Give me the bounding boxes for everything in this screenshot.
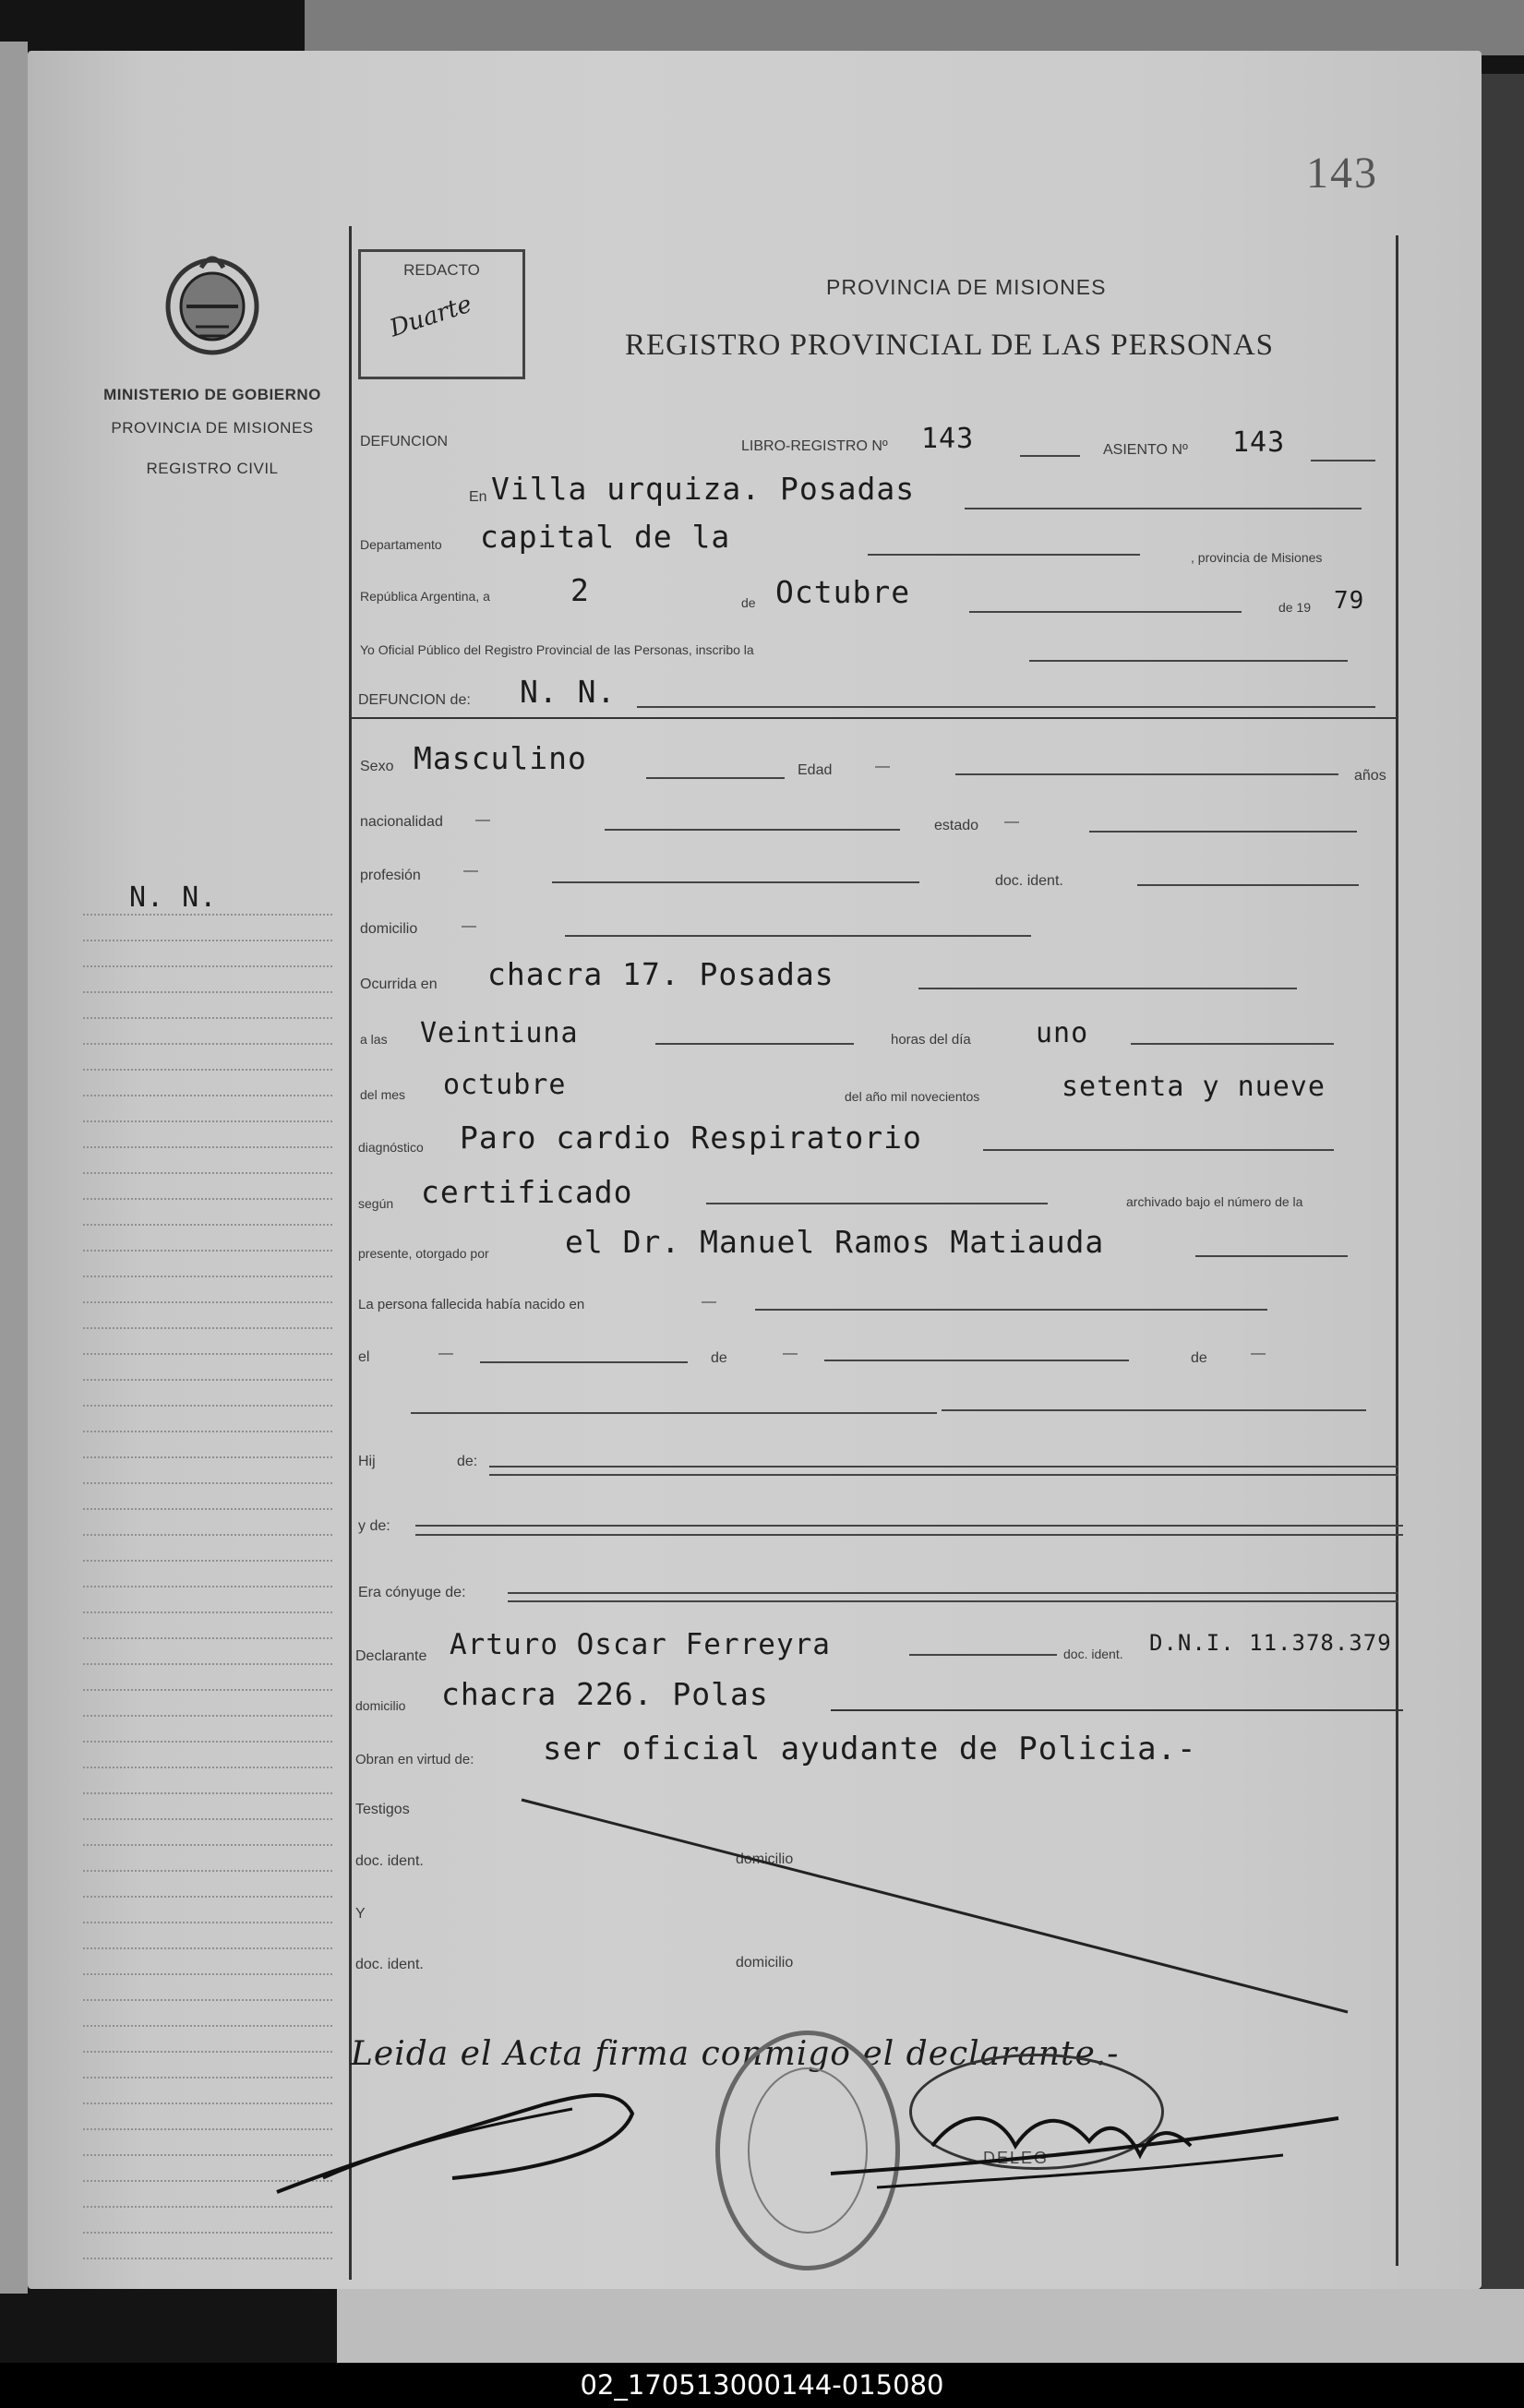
de19-label: de 19 <box>1278 600 1312 615</box>
del-anio-label: del año mil novecientos <box>845 1089 980 1104</box>
margin-ruled-line <box>83 991 332 994</box>
margin-ruled-line <box>83 1947 332 1950</box>
defuncion-de-value: N. N. <box>520 674 617 710</box>
margin-ruled-line <box>83 1922 332 1924</box>
edad-label: Edad <box>798 762 833 778</box>
domicilio3-label: domicilio <box>736 1955 794 1971</box>
mes-value: Octubre <box>775 574 911 610</box>
background-scrap-top <box>305 0 1524 55</box>
margin-ruled-line <box>83 1870 332 1873</box>
stamp-text: DELEG <box>983 2149 1050 2167</box>
de2-label: de <box>711 1350 727 1366</box>
a-las-label: a las <box>360 1032 388 1047</box>
background-scrap-right <box>1482 74 1524 2289</box>
obran-value: ser oficial ayudante de Policia.- <box>543 1731 1197 1767</box>
margin-ruled-line <box>83 1741 332 1743</box>
domicilio-label: domicilio <box>360 921 418 937</box>
republica-label: República Argentina, a <box>360 589 490 604</box>
nacionalidad-label: nacionalidad <box>360 814 443 830</box>
conyuge-line-2 <box>508 1600 1398 1602</box>
presente-label: presente, otorgado por <box>358 1246 489 1261</box>
edad-line <box>955 773 1338 775</box>
margin-ruled-line <box>83 1327 332 1330</box>
nacionalidad-value: — <box>475 812 490 828</box>
margin-ruled-line <box>83 1069 332 1072</box>
margin-ruled-line <box>83 2258 332 2260</box>
nacionalidad-line <box>605 829 900 831</box>
estado-value: — <box>1004 814 1019 830</box>
nacido-extra-line-2 <box>942 1409 1366 1411</box>
book-bottom-strip <box>337 2289 1524 2363</box>
asiento-line <box>1311 460 1375 461</box>
book-left-edge <box>0 42 28 2294</box>
asiento-label: ASIENTO Nº <box>1103 442 1188 458</box>
margin-ruled-line <box>83 1120 332 1123</box>
y-de-label: y de: <box>358 1518 390 1534</box>
margin-ruled-line <box>83 1663 332 1666</box>
ocurrida-value: chacra 17. Posadas <box>487 956 834 992</box>
redacto-label: REDACTO <box>403 261 480 279</box>
margin-ruled-line <box>83 2232 332 2234</box>
y-de-line <box>415 1525 1403 1527</box>
del-mes-value: octubre <box>443 1069 567 1101</box>
el-value: — <box>438 1346 453 1361</box>
segun-line <box>706 1203 1048 1204</box>
el-line <box>480 1361 688 1363</box>
conyuge-label: Era cónyuge de: <box>358 1585 466 1600</box>
a-las-line <box>655 1043 854 1045</box>
estado-label: estado <box>934 818 979 833</box>
presente-line <box>1195 1255 1348 1257</box>
domicilio2-label: domicilio <box>736 1851 794 1867</box>
el-label: el <box>358 1349 370 1365</box>
margin-ruled-line <box>83 1276 332 1278</box>
sexo-label: Sexo <box>360 759 394 774</box>
departamento-line <box>868 554 1140 556</box>
hij-line <box>489 1466 1398 1468</box>
margin-ruled-line <box>83 1792 332 1795</box>
margin-ruled-line <box>83 1172 332 1175</box>
margin-ruled-line <box>83 1224 332 1227</box>
mes-line <box>969 611 1242 613</box>
margin-ruled-line <box>83 1689 332 1692</box>
en-line <box>965 508 1362 509</box>
edad-value: — <box>875 759 890 774</box>
margin-ruled-line <box>83 1999 332 2002</box>
archivado-label: archivado bajo el número de la <box>1126 1194 1303 1209</box>
margin-ruled-line <box>83 1405 332 1408</box>
redacto-box <box>358 249 525 379</box>
margin-ruled-line <box>83 1611 332 1614</box>
declarante-label: Declarante <box>355 1648 427 1664</box>
obran-label: Obran en virtud de: <box>355 1752 474 1767</box>
hij-line-2 <box>489 1474 1398 1476</box>
declarante-line <box>909 1654 1057 1656</box>
y-label: Y <box>355 1906 366 1922</box>
margin-note: N. N. <box>129 881 218 914</box>
declarante-doc-label: doc. ident. <box>1063 1647 1123 1661</box>
nacido-label: La persona fallecida había nacido en <box>358 1297 585 1312</box>
margin-ruled-line <box>83 2206 332 2209</box>
margin-ruled-line <box>83 1637 332 1640</box>
sexo-line <box>646 777 785 779</box>
margin-ruled-line <box>83 1896 332 1899</box>
ocurrida-label: Ocurrida en <box>360 976 438 992</box>
ministerio-line2: PROVINCIA DE MISIONES <box>111 419 314 437</box>
decl-domicilio-line <box>831 1709 1403 1711</box>
margin-ruled-line <box>83 1560 332 1563</box>
official-signature-mark <box>268 2077 637 2206</box>
de2-value: — <box>783 1346 798 1361</box>
margin-ruled-line <box>83 1301 332 1304</box>
nacido-value: — <box>702 1294 716 1310</box>
margin-ruled-line <box>83 914 332 916</box>
margin-ruled-line <box>83 1973 332 1976</box>
hij-label: Hij <box>358 1454 376 1469</box>
segun-label: según <box>358 1196 394 1211</box>
margin-ruled-line <box>83 965 332 968</box>
profesion-value: — <box>463 863 478 879</box>
defuncion-de-label: DEFUNCION de: <box>358 692 471 708</box>
margin-ruled-line <box>83 1456 332 1459</box>
page-number: 143 <box>1306 149 1378 198</box>
doc-ident-line <box>1137 884 1359 886</box>
margin-ruled-line <box>83 1715 332 1718</box>
redacto-value: Duarte <box>386 290 475 343</box>
ocurrida-line <box>918 988 1297 989</box>
conyuge-line <box>508 1592 1398 1594</box>
declarante-doc-value: D.N.I. 11.378.379 <box>1149 1630 1392 1656</box>
form-left-border <box>349 226 352 2280</box>
nacido-extra-line <box>411 1412 937 1414</box>
declarant-signature-mark <box>822 2091 1348 2210</box>
doc-ident-label: doc. ident. <box>995 873 1063 889</box>
decl-domicilio-label: domicilio <box>355 1698 406 1713</box>
margin-ruled-line <box>83 1017 332 1020</box>
de-label: de <box>741 595 756 610</box>
image-caption: 02_170513000144-015080 <box>0 2363 1524 2408</box>
horas-value: uno <box>1036 1017 1089 1049</box>
profesion-line <box>552 881 919 883</box>
defuncion-label: DEFUNCION <box>360 434 449 449</box>
de2-line <box>824 1360 1129 1361</box>
declarante-value: Arturo Oscar Ferreyra <box>450 1628 831 1661</box>
margin-ruled-line <box>83 2051 332 2054</box>
diagnostico-value: Paro cardio Respiratorio <box>460 1120 922 1156</box>
leida-value: Leida el Acta firma conmigo el declarante.- <box>351 2035 1120 2073</box>
margin-ruled-line <box>83 940 332 942</box>
defuncion-separator <box>349 717 1397 719</box>
defuncion-de-line <box>637 706 1375 708</box>
domicilio-value: — <box>462 918 476 934</box>
del-anio-value: setenta y nueve <box>1062 1071 1326 1103</box>
testigos-strike-line <box>517 1795 1366 2017</box>
estado-line <box>1089 831 1357 833</box>
nacido-line <box>755 1309 1267 1311</box>
presente-value: el Dr. Manuel Ramos Matiauda <box>565 1224 1105 1260</box>
margin-ruled-line <box>83 1353 332 1356</box>
a-las-value: Veintiuna <box>420 1017 579 1049</box>
margin-ruled-line <box>83 1043 332 1046</box>
departamento-value: capital de la <box>480 519 731 555</box>
margin-ruled-line <box>83 2025 332 2028</box>
margin-ruled-line <box>83 1482 332 1485</box>
decl-domicilio-value: chacra 226. Polas <box>441 1676 769 1712</box>
asiento-value: 143 <box>1232 426 1286 459</box>
doc-ident3-label: doc. ident. <box>355 1957 424 1972</box>
ministerio-line1: MINISTERIO DE GOBIERNO <box>103 386 321 403</box>
margin-ruled-line <box>83 1767 332 1769</box>
margin-ruled-line <box>83 1508 332 1511</box>
margin-ruled-line <box>83 1844 332 1847</box>
provincia-label: , provincia de Misiones <box>1191 550 1323 565</box>
margin-ruled-line <box>83 1379 332 1382</box>
margin-ruled-line <box>83 1586 332 1588</box>
del-mes-label: del mes <box>360 1087 406 1102</box>
domicilio-line <box>565 935 1031 937</box>
diagnostico-line <box>983 1149 1334 1151</box>
margin-ruled-line <box>83 1095 332 1097</box>
margin-ruled-line <box>83 1534 332 1537</box>
en-value: Villa urquiza. Posadas <box>491 471 916 507</box>
libro-line <box>1020 455 1080 457</box>
anios-label: años <box>1354 768 1386 784</box>
yo-label: Yo Oficial Público del Registro Provincial de las Personas, inscribo la <box>360 642 754 657</box>
libro-value: 143 <box>921 423 975 455</box>
departamento-label: Departamento <box>360 537 442 552</box>
de3-label: de <box>1191 1350 1207 1366</box>
dia-value: 2 <box>570 572 590 608</box>
coat-of-arms-icon <box>159 249 266 360</box>
yo-line <box>1029 660 1348 662</box>
segun-value: certificado <box>421 1174 633 1210</box>
form-right-border <box>1396 235 1398 2266</box>
doc-ident2-label: doc. ident. <box>355 1853 424 1869</box>
margin-ruled-line <box>83 1431 332 1433</box>
en-label: En <box>469 489 487 505</box>
margin-ruled-line <box>83 1250 332 1252</box>
province-title: PROVINCIA DE MISIONES <box>826 275 1107 299</box>
horas-line <box>1131 1043 1334 1045</box>
y-de-line-2 <box>415 1534 1403 1536</box>
testigos-label: Testigos <box>355 1802 410 1817</box>
diagnostico-label: diagnóstico <box>358 1140 424 1155</box>
sexo-value: Masculino <box>414 740 587 776</box>
margin-ruled-line <box>83 1818 332 1821</box>
margin-ruled-line <box>83 1198 332 1201</box>
ministerio-line3: REGISTRO CIVIL <box>146 460 279 477</box>
horas-label: horas del día <box>891 1032 971 1048</box>
anio-value: 79 <box>1334 587 1365 615</box>
de4-label: de: <box>457 1454 478 1469</box>
de3-value: — <box>1251 1346 1266 1361</box>
libro-label: LIBRO-REGISTRO Nº <box>741 438 888 454</box>
margin-ruled-line <box>83 1146 332 1149</box>
registry-title: REGISTRO PROVINCIAL DE LAS PERSONAS <box>625 329 1275 362</box>
profesion-label: profesión <box>360 868 421 883</box>
